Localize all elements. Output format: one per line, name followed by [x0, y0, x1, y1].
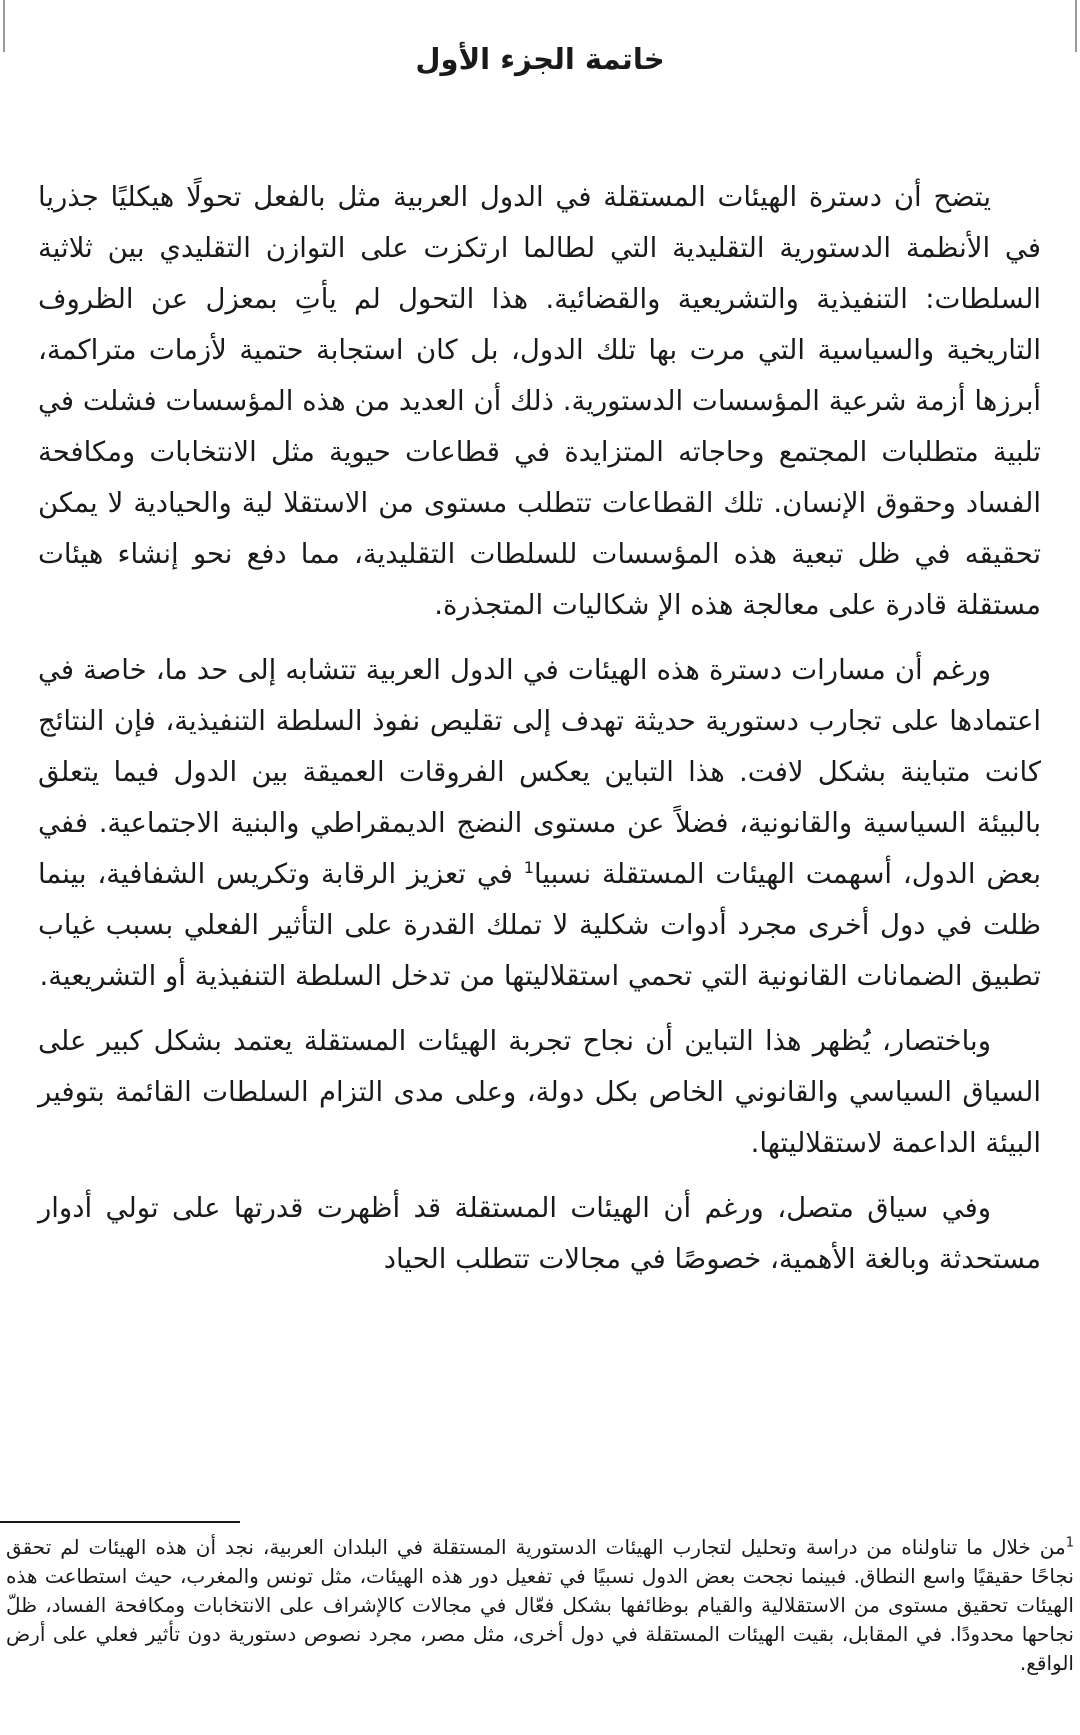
footnote-number: 1 [1065, 1535, 1074, 1551]
paragraph-4: وفي سياق متصل، ورغم أن الهيئات المستقلة قد أظهرت قدرتها على تولي أدوار مستحدثة وبالغة الأهمية، خصوصًا في مجالات تتطلب الحياد [38, 1192, 1041, 1275]
footnote-text: من خلال ما تناولناه من دراسة وتحليل لتجارب الهيئات الدستورية المستقلة في البلدان العربية، نجد أن هذه الهيئات لم تحقق نجاحًا حقيقيًا واسع النطاق. فبينما نجحت بعض الدول نسبيًا في تفعيل دور هذه الهيئات، مثل تونس والمغرب، حيث استطاعت هذه الهيئات تحقيق مستوى من الاستقلالية والقيام بوظائفها بشكل فعّال في مجالات كالإشراف على الانتخابات ومكافحة الفساد، ظلّ نجاحها محدودًا. في المقابل، بقيت الهيئات المستقلة في دول أخرى، مثل مصر، مجرد نصوص دستورية دون تأثير فعلي على أرض الواقع. [6, 1535, 1074, 1675]
paragraph-1: يتضح أن دسترة الهيئات المستقلة في الدول العربية مثل بالفعل تحولًا هيكليًا جذريا في الأنظمة الدستورية التقليدية التي لطالما ارتكزت على التوازن التقليدي بين ثلاثية السلطات: التنفيذية والتشريعية والقضائية. هذا التحول لم يأتِ بمعزل عن الظروف التاريخية والسياسية التي مرت بها تلك الدول، بل كان استجابة حتمية لأزمات متراكمة، أبرزها أزمة شرعية المؤسسات الدستورية. ذلك أن العديد من هذه المؤسسات فشلت في تلبية متطلبات المجتمع وحاجاته المتزايدة في قطاعات حيوية مثل الانتخابات ومكافحة الفساد وحقوق الإنسان. تلك القطاعات تتطلب مستوى من الاستقلا لية والحيادية لا يمكن تحقيقه في ظل تبعية هذه المؤسسات للسلطات التقليدية، مما دفع نحو إنشاء هيئات مستقلة قادرة على معالجة هذه الإ شكاليات المتجذرة. [38, 181, 1041, 621]
paragraph-2-part-2: في تعزيز الرقابة وتكريس الشفافية، بينما ظلت في دول أخرى مجرد أدوات شكلية لا تملك القدرة على التأثير الفعلي بسبب غياب تطبيق الضمانات القانونية التي تحمي استقلاليتها من تدخل السلطة التنفيذية أو التشريعية. [38, 858, 1041, 992]
paragraph-2 [38, 645, 1041, 1002]
page-title: خاتمة الجزء الأول [415, 42, 665, 76]
paragraph-2-part-1: ورغم أن مسارات دسترة هذه الهيئات في الدول العربية تتشابه إلى حد ما، خاصة في اعتمادها على تجارب دستورية حديثة تهدف إلى تقليص نفوذ السلطة التنفيذية، فإن النتائج كانت متباينة بشكل لافت. هذا التباين يعكس الفروقات العميقة بين الدول فيما يتعلق بالبيئة السياسية والقانونية، فضلاً عن مستوى النضج الديمقراطي والبنية الاجتماعية. ففي بعض الدول، أسهمت الهيئات المستقلة نسبيا [38, 654, 1041, 890]
footnote-reference[interactable]: 1 [523, 857, 534, 877]
body-text [38, 172, 1041, 1285]
paragraph-3: وباختصار، يُظهر هذا التباين أن نجاح تجربة الهيئات المستقلة يعتمد بشكل كبير على السياق السياسي والقانوني الخاص بكل دولة، وعلى مدى التزام السلطات القائمة بتوفير البيئة الداعمة لاستقلاليتها. [38, 1025, 1041, 1159]
footnote [6, 1533, 1074, 1678]
footnote-separator [0, 1521, 240, 1523]
